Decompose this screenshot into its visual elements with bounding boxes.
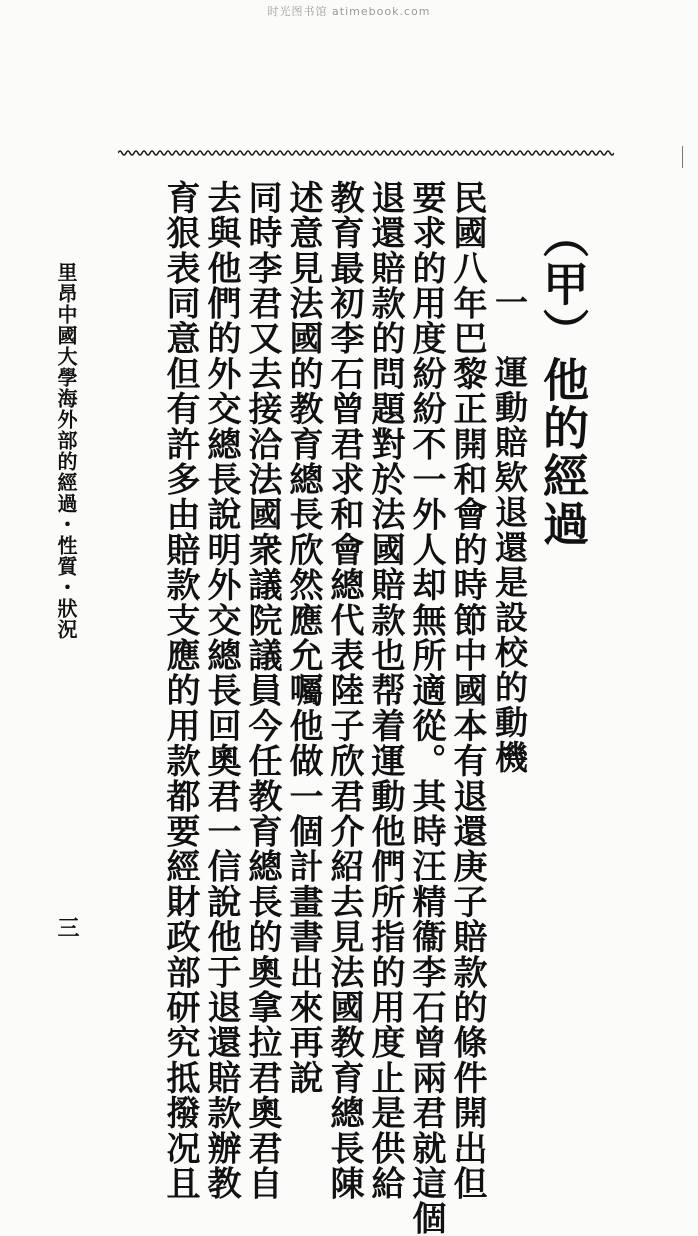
watermark: 时光图书馆 atimebook.com — [267, 5, 431, 18]
body-line: 要求的用度紛紛不一外人却無所適從。其時汪精衞李石曾兩君就這個 — [406, 180, 446, 1236]
body-line: 教育最初李石曾君求和會總代表陸子欣君介紹去見法國教育總長陳 — [324, 180, 364, 1201]
body-line: 同時李君又去接洽法國衆議院議員今任教育總長的奧拿拉君奧君自 — [242, 180, 282, 1201]
wavy-rule — [118, 148, 614, 158]
body-line: 育狠表同意但有許多由賠款支應的用款都要經財政部研究抵撥况且 — [160, 180, 200, 1201]
page-number: 三 — [54, 916, 80, 938]
section-title: （甲）他的經過 — [536, 212, 590, 548]
subsection-title: 一 運動賠欵退還是設校的動機 — [490, 285, 529, 775]
body-line: 民國八年巴黎正開和會的時節中國本有退還庚子賠款的條件開出但 — [447, 180, 487, 1201]
edge-mark — [682, 146, 683, 168]
body-line: 去與他們的外交總長說明外交總長回奧君一信說他于退還賠款辦教 — [201, 180, 241, 1201]
body-line: 退還賠款的問題對於法國賠款也帮着運動他們所指的用度止是供給 — [365, 180, 405, 1201]
body-line: 述意見法國的教育總長欣然應允囑他做一個計畫書出來再說 — [283, 180, 323, 1096]
running-header: 里昂中國大學海外部的經過・性質・狀況 — [54, 262, 78, 640]
